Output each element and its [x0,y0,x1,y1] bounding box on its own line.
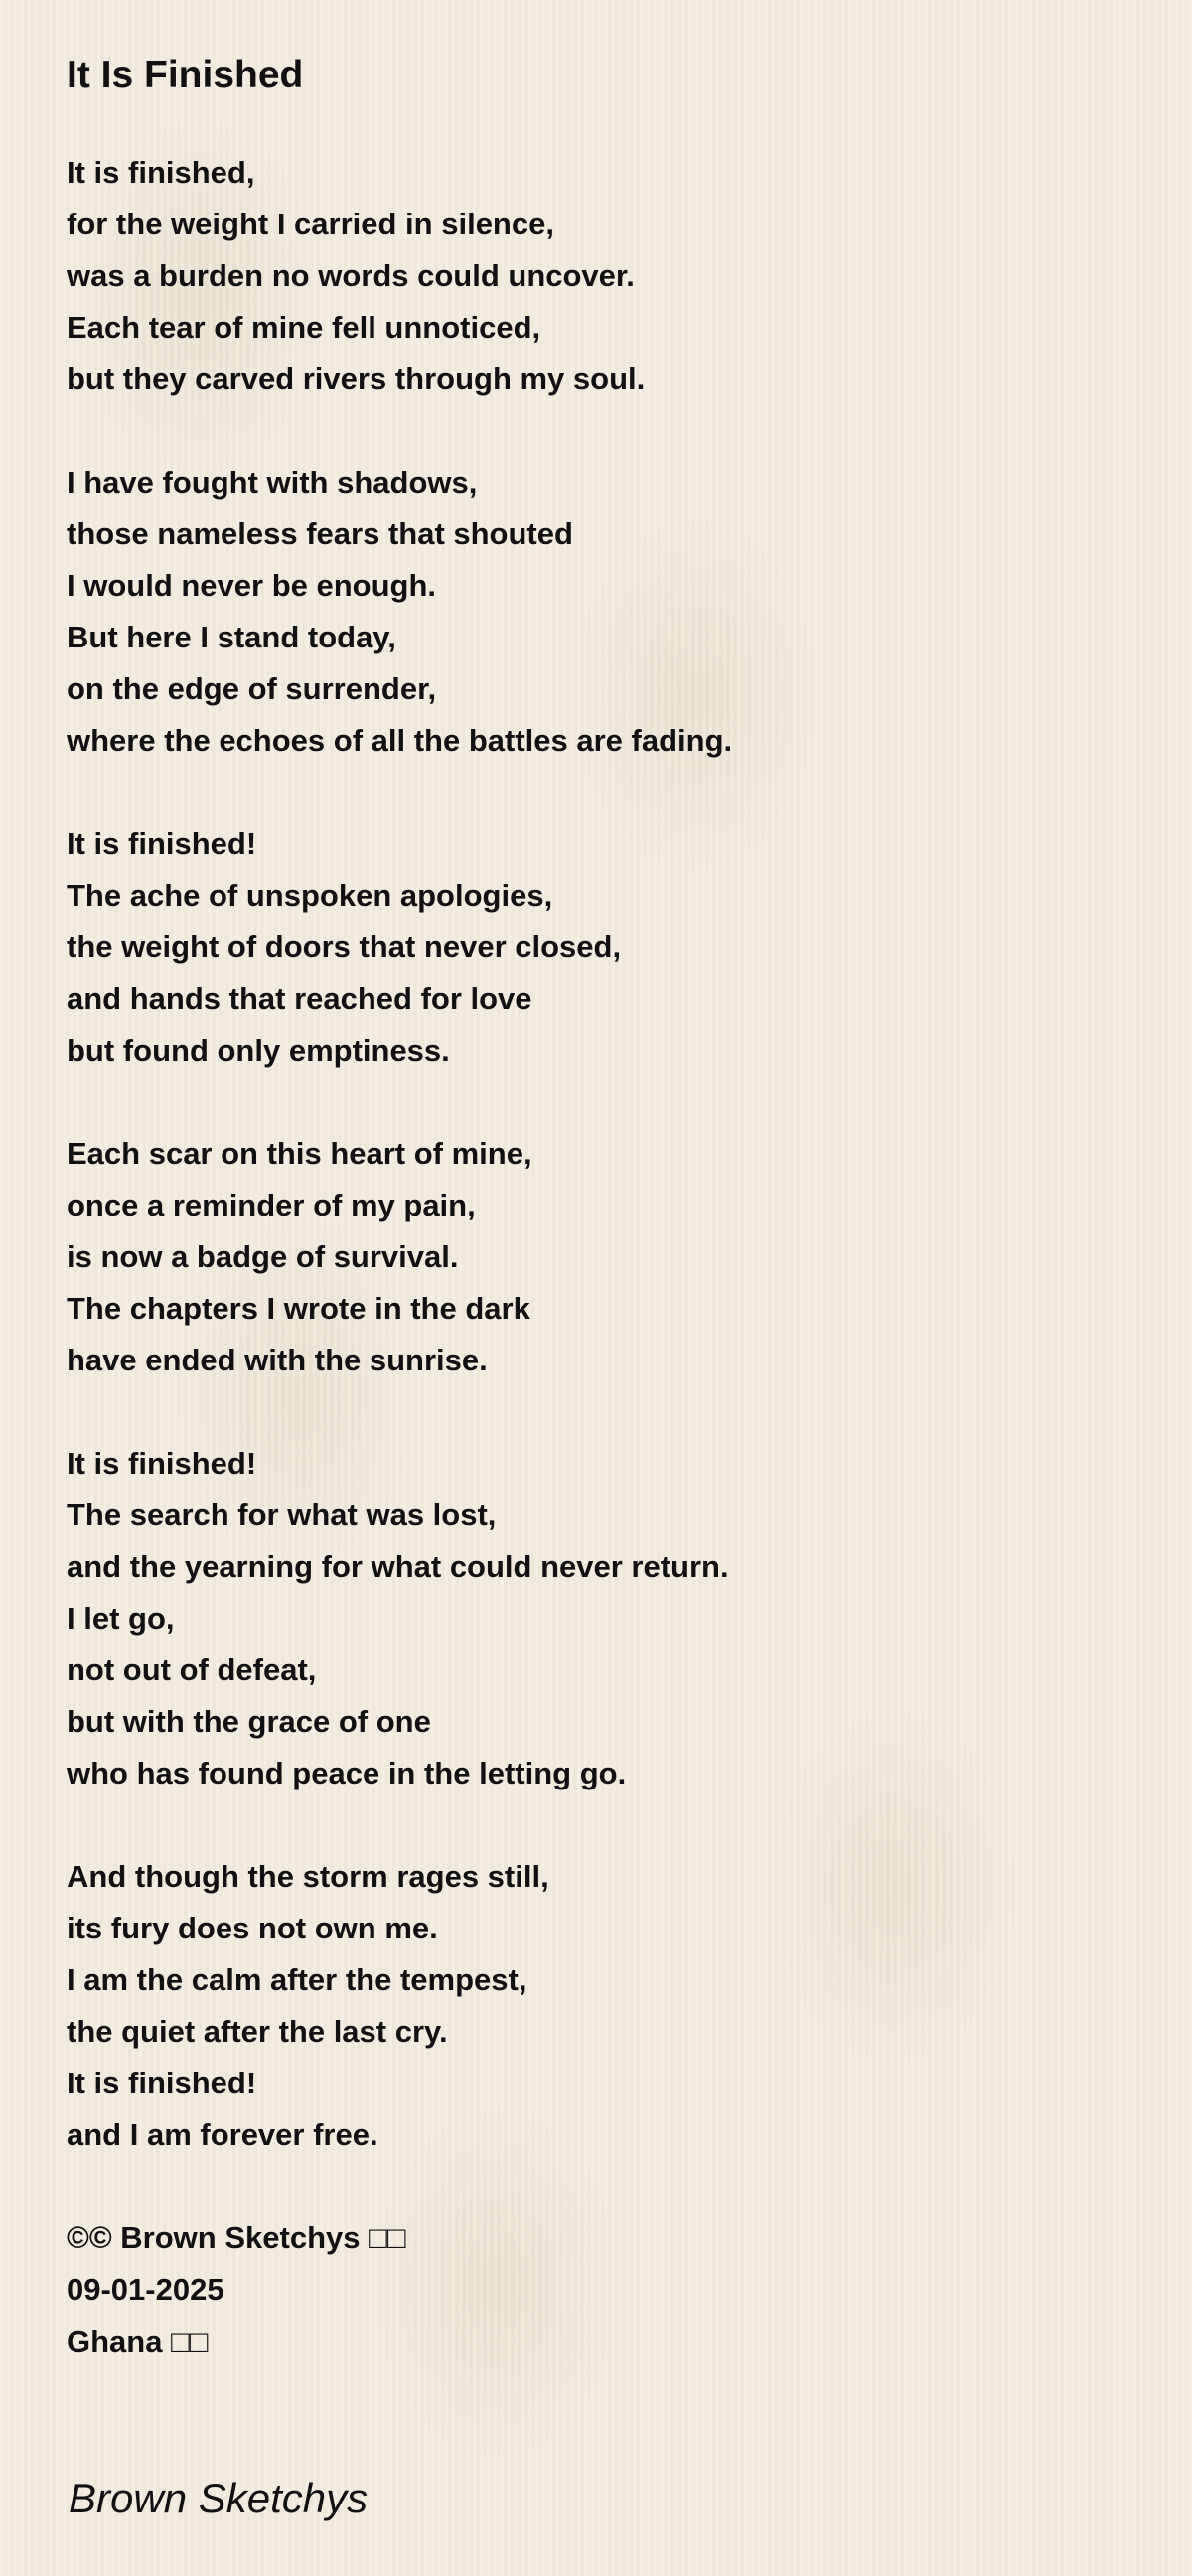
poem-credits [67,2213,1159,2367]
poem-line: I would never be enough. [67,568,437,603]
poem-line: and hands that reached for love [67,981,532,1016]
poem-title: It Is Finished [67,54,304,96]
poem-line: but found only emptiness. [67,1033,450,1068]
poem-line: The search for what was lost, [67,1498,497,1532]
stanza-3 [67,818,1159,1076]
poem-line: who has found peace in the letting go. [67,1756,627,1790]
poem-line: It is finished, [67,155,255,190]
poem-line: not out of defeat, [67,1652,317,1687]
poem-line: was a burden no words could uncover. [67,258,635,293]
poem-line: I let go, [67,1601,175,1636]
poem-line: It is finished! [67,2066,257,2100]
poem-line: the quiet after the last cry. [67,2014,448,2049]
poem-line: The chapters I wrote in the dark [67,1291,530,1326]
poem-line: but they carved rivers through my soul. [67,361,646,396]
poem-line: And though the storm rages still, [67,1859,549,1894]
poem-line: where the echoes of all the battles are fading. [67,723,733,758]
copyright-line: ©© Brown Sketchys □□ [67,2220,406,2255]
stanza-5 [67,1438,1159,1799]
location-line: Ghana □□ [67,2324,209,2359]
poem-line: those nameless fears that shouted [67,516,573,551]
poem-line: Each scar on this heart of mine, [67,1136,532,1171]
poem-line: The ache of unspoken apologies, [67,878,553,913]
poem-line: have ended with the sunrise. [67,1343,488,1377]
poem-line: once a reminder of my pain, [67,1188,476,1222]
poem-line: I am the calm after the tempest, [67,1962,527,1997]
author-signature: Brown Sketchys [69,2475,369,2521]
poem-line: the weight of doors that never closed, [67,930,622,964]
poem-line: It is finished! [67,826,257,861]
poem-line: and the yearning for what could never return. [67,1549,729,1584]
poem-line: is now a badge of survival. [67,1239,459,1274]
stanza-2 [67,457,1159,767]
poem-line: Each tear of mine fell unnoticed, [67,310,541,345]
stanza-4 [67,1128,1159,1386]
poem-line: on the edge of surrender, [67,671,437,706]
poem-line: but with the grace of one [67,1704,431,1739]
poem-line: I have fought with shadows, [67,465,478,500]
poem-line: and I am forever free. [67,2117,378,2152]
date-line: 09-01-2025 [67,2272,224,2307]
stanza-6 [67,1851,1159,2161]
poem-line: It is finished! [67,1446,257,1481]
poem-line: for the weight I carried in silence, [67,207,554,241]
poem-body [67,147,1159,2419]
poem-line: its fury does not own me. [67,1911,438,1945]
stanza-1 [67,147,1159,405]
poem-line: But here I stand today, [67,620,396,654]
